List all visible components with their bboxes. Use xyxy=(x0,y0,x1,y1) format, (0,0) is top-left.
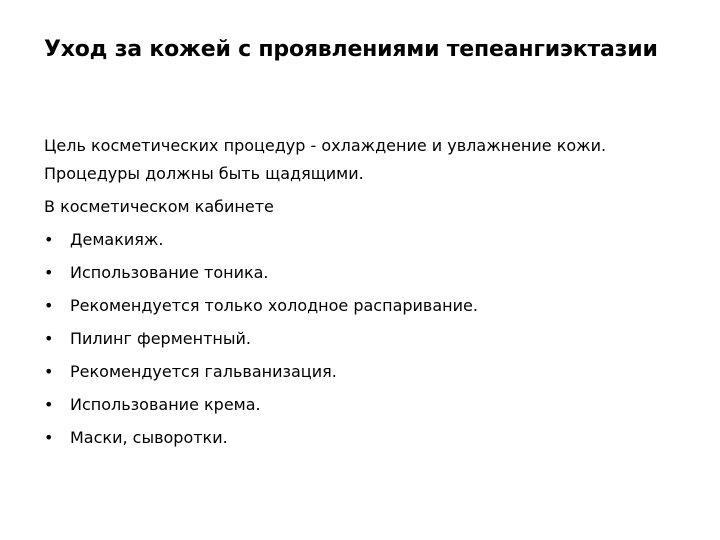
bullet-icon: • xyxy=(44,263,54,282)
list-item xyxy=(44,325,684,353)
list-item-text: Рекомендуется гальванизация. xyxy=(70,362,337,381)
bullet-icon: • xyxy=(44,428,54,447)
bullet-icon: • xyxy=(44,395,54,414)
list-item xyxy=(44,259,684,287)
list-item-text: Демакияж. xyxy=(70,230,164,249)
list-item xyxy=(44,358,684,386)
bullet-icon: • xyxy=(44,230,54,249)
list-item-text: Маски, сыворотки. xyxy=(70,428,228,447)
bullet-icon: • xyxy=(44,296,54,315)
list-item xyxy=(44,226,684,254)
bullet-list xyxy=(44,226,684,452)
bullet-icon: • xyxy=(44,362,54,381)
slide-title: Уход за кожей с проявлениями тепеангиэктазии xyxy=(44,37,658,62)
list-item-text: Пилинг ферментный. xyxy=(70,329,251,348)
list-item-text: Использование тоника. xyxy=(70,263,269,282)
list-item-text: Использование крема. xyxy=(70,395,261,414)
bullet-icon: • xyxy=(44,329,54,348)
slide-body xyxy=(44,132,684,457)
section-label: В косметическом кабинете xyxy=(44,197,274,216)
list-item xyxy=(44,391,684,419)
list-item xyxy=(44,424,684,452)
intro-paragraph: Цель косметических процедур - охлаждение и увлажнение кожи. Процедуры должны быть щадящими. xyxy=(44,136,607,183)
list-item xyxy=(44,292,684,320)
list-item-text: Рекомендуется только холодное распаривание. xyxy=(70,296,478,315)
